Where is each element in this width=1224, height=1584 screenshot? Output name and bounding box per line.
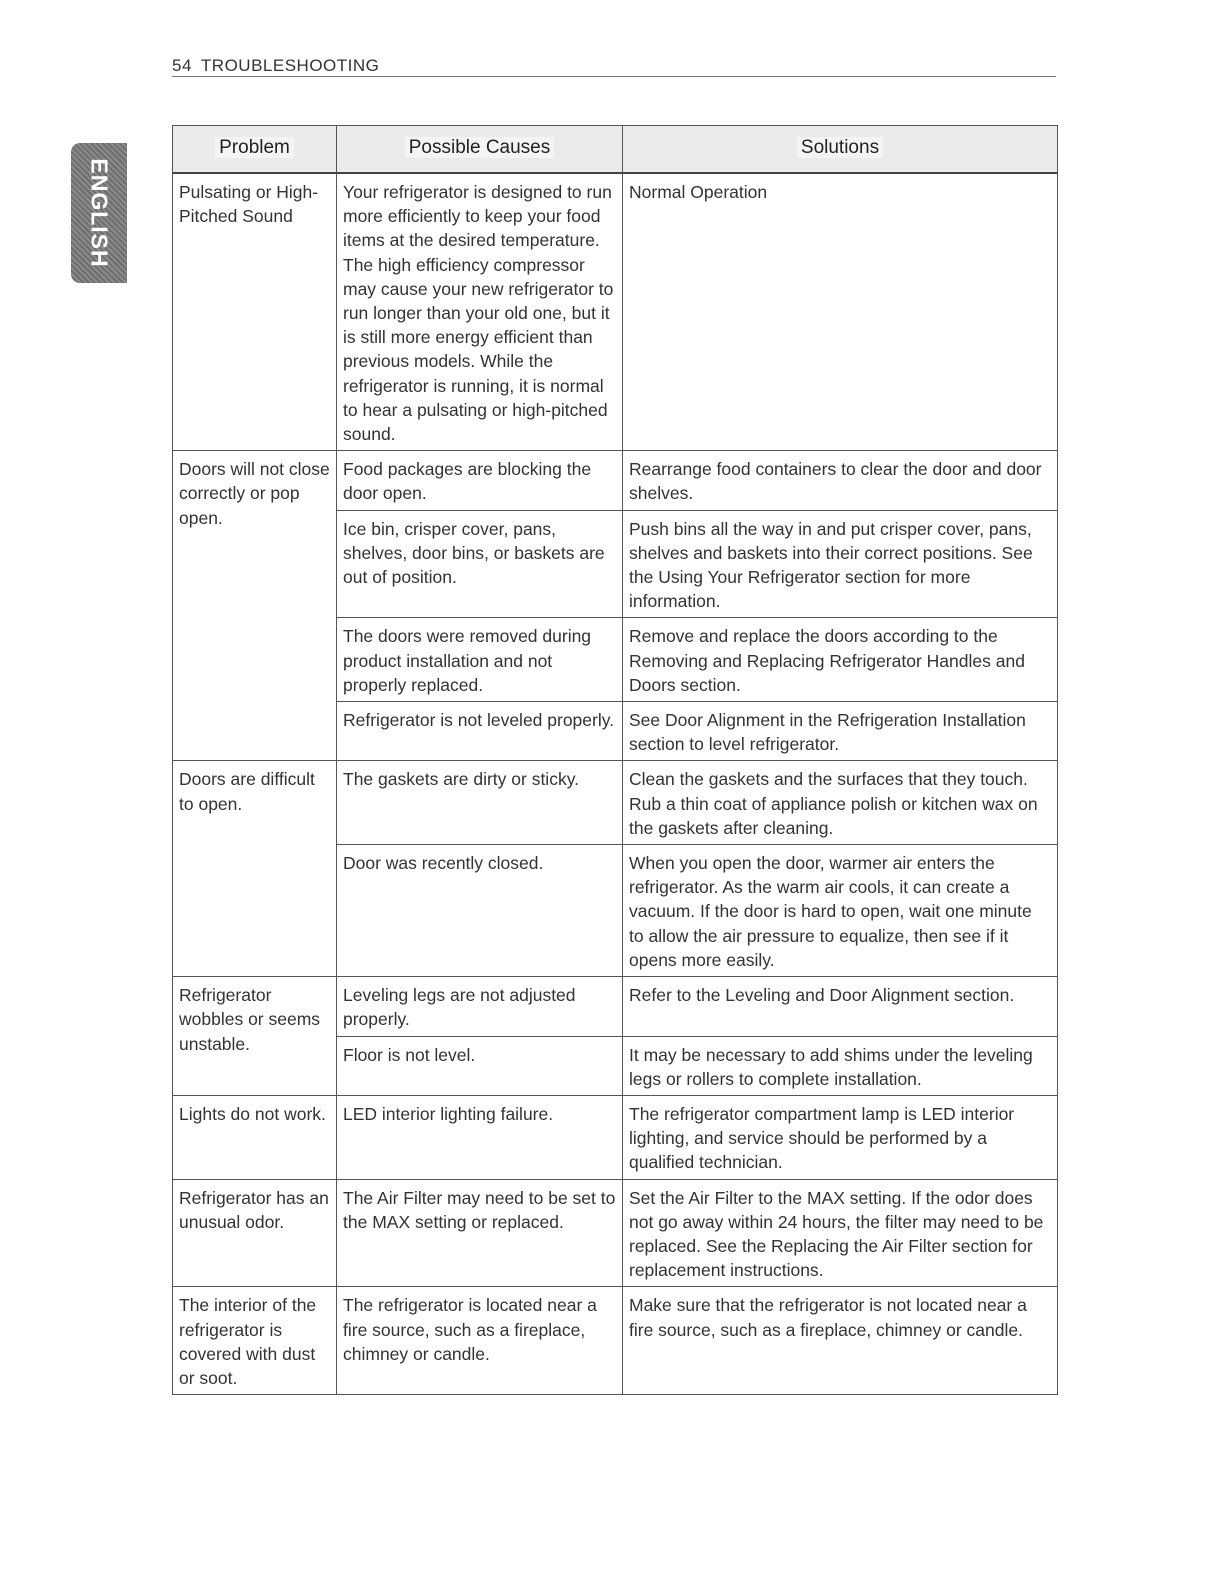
table-row <box>173 1095 1058 1179</box>
cause-cell: The doors were removed during product installation and not properly replaced. <box>337 618 623 702</box>
problem-cell: Pulsating or High-Pitched Sound <box>173 173 337 451</box>
problem-cell: Doors will not close correctly or pop open. <box>173 451 337 761</box>
problem-cell: Refrigerator has an unusual odor. <box>173 1179 337 1287</box>
table-row <box>173 977 1058 1036</box>
troubleshooting-table <box>172 125 1058 1395</box>
page-number: 54 <box>172 56 192 75</box>
cause-cell: Food packages are blocking the door open. <box>337 451 623 510</box>
problem-cell: The interior of the refrigerator is covered with dust or soot. <box>173 1287 337 1395</box>
problem-cell: Doors are difficult to open. <box>173 761 337 977</box>
table-header-row <box>173 126 1058 174</box>
table-row <box>173 1287 1058 1395</box>
solution-cell: See Door Alignment in the Refrigeration Installation section to level refrigerator. <box>623 702 1058 761</box>
cause-cell: The refrigerator is located near a fire source, such as a fireplace, chimney or candle. <box>337 1287 623 1395</box>
solution-cell: Clean the gaskets and the surfaces that they touch. Rub a thin coat of appliance polish or kitchen wax on the gaskets after cleaning. <box>623 761 1058 845</box>
section-title: TROUBLESHOOTING <box>200 56 380 75</box>
column-header-problem: Problem <box>173 126 337 174</box>
solution-cell: Normal Operation <box>623 173 1058 451</box>
table-row <box>173 173 1058 451</box>
cause-cell: Door was recently closed. <box>337 845 623 977</box>
cause-cell: The Air Filter may need to be set to the MAX setting or replaced. <box>337 1179 623 1287</box>
solution-cell: Rearrange food containers to clear the door and door shelves. <box>623 451 1058 510</box>
solution-cell: Make sure that the refrigerator is not located near a fire source, such as a fireplace, chimney or candle. <box>623 1287 1058 1395</box>
cause-cell: Floor is not level. <box>337 1036 623 1095</box>
cause-cell: Your refrigerator is designed to run more efficiently to keep your food items at the desired temperature. The high efficiency compressor may cause your new refrigerator to run longer than your old one, but it is still more energy efficient than previous models. While the refrigerator is running, it is normal to hear a pulsating or high-pitched sound. <box>337 173 623 451</box>
solution-cell: The refrigerator compartment lamp is LED interior lighting, and service should be performed by a qualified technician. <box>623 1095 1058 1179</box>
table-row <box>173 451 1058 510</box>
cause-cell: LED interior lighting failure. <box>337 1095 623 1179</box>
solution-cell: Remove and replace the doors according to the Removing and Replacing Refrigerator Handles and Doors section. <box>623 618 1058 702</box>
solution-cell: Push bins all the way in and put crisper cover, pans, shelves and baskets into their correct positions. See the Using Your Refrigerator section for more information. <box>623 510 1058 618</box>
cause-cell: Leveling legs are not adjusted properly. <box>337 977 623 1036</box>
problem-cell: Refrigerator wobbles or seems unstable. <box>173 977 337 1096</box>
solution-cell: Refer to the Leveling and Door Alignment section. <box>623 977 1058 1036</box>
solution-cell: It may be necessary to add shims under the leveling legs or rollers to complete installation. <box>623 1036 1058 1095</box>
language-tab-label: ENGLISH <box>86 158 113 268</box>
page-header <box>172 56 1056 77</box>
language-tab <box>71 143 127 283</box>
cause-cell: Ice bin, crisper cover, pans, shelves, door bins, or baskets are out of position. <box>337 510 623 618</box>
solution-cell: When you open the door, warmer air enters the refrigerator. As the warm air cools, it can create a vacuum. If the door is hard to open, wait one minute to allow the air pressure to equalize, then see if it opens more easily. <box>623 845 1058 977</box>
column-header-solutions: Solutions <box>623 126 1058 174</box>
table-row <box>173 761 1058 845</box>
solution-cell: Set the Air Filter to the MAX setting. If the odor does not go away within 24 hours, the filter may need to be replaced. See the Replacing the Air Filter section for replacement instructions. <box>623 1179 1058 1287</box>
cause-cell: Refrigerator is not leveled properly. <box>337 702 623 761</box>
problem-cell: Lights do not work. <box>173 1095 337 1179</box>
column-header-causes: Possible Causes <box>337 126 623 174</box>
cause-cell: The gaskets are dirty or sticky. <box>337 761 623 845</box>
table-row <box>173 1179 1058 1287</box>
